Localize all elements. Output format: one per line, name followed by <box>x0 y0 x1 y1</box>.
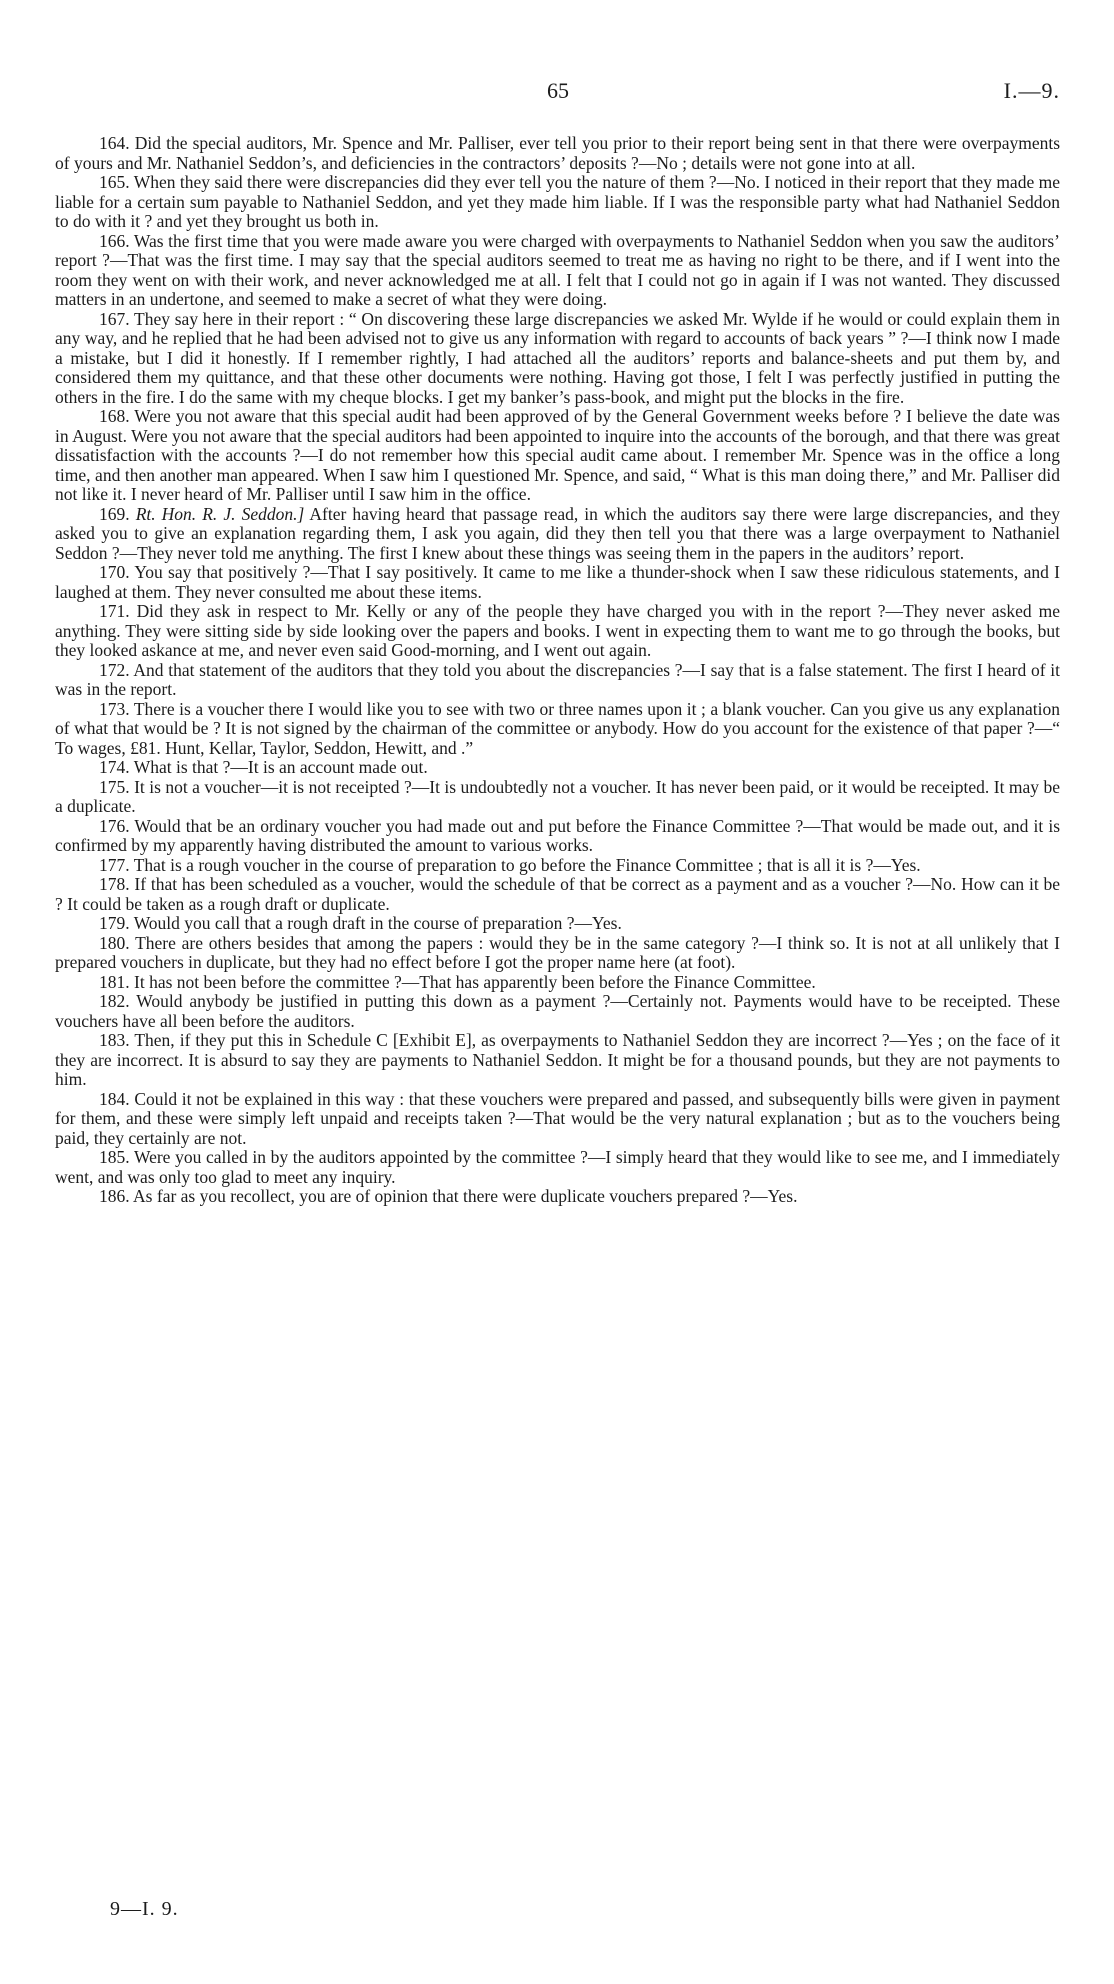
question-answer-text: Did they ask in respect to Mr. Kelly or any of the people they have charged you with in the report ?—They never asked me anything. They were sitting side by side looking over the papers and books. I went in expecting them to want me to go through the books, but they looked askance at me, and never even said Good-morning, and I went out again. <box>55 601 1060 660</box>
question-number: 180. <box>99 932 130 953</box>
question-paragraph <box>55 856 1060 876</box>
question-paragraph <box>55 973 1060 993</box>
question-number: 179. <box>99 913 130 933</box>
question-answer-text: It is not a voucher—it is not receipted ?—It is undoubtedly not a voucher. It has never been paid, or it would be receipted. It may be a duplicate. <box>55 776 1061 816</box>
question-answer-text: It has not been before the committee ?—That has apparently been before the Finance Committee. <box>134 971 816 992</box>
question-answer-text: What is that ?—It is an account made out. <box>133 757 428 777</box>
question-answer-text: Would that be an ordinary voucher you had made out and put before the Finance Committee ?—That would be made out, and it is confirmed by my apparently having distributed the amount to various works. <box>55 815 1060 855</box>
question-number: 183. <box>99 1030 130 1050</box>
question-paragraph <box>55 602 1060 661</box>
question-answer-text: Would anybody be justified in putting this down as a payment ?—Certainly not. Payments would have to be receipted. These vouchers have all been before the auditors. <box>55 991 1060 1031</box>
question-paragraph <box>55 173 1060 232</box>
question-answer-text: There are others besides that among the papers : would they be in the same category ?—I think so. It is not at all unlikely that I prepared vouchers in duplicate, but they had no effect before I got the proper name here (at foot). <box>55 932 1061 972</box>
question-number: 170. <box>99 562 130 582</box>
page-number: 65 <box>547 78 569 103</box>
question-paragraph <box>55 232 1060 310</box>
question-number: 164. <box>99 133 130 153</box>
question-paragraph <box>55 817 1060 856</box>
question-paragraph <box>55 992 1060 1031</box>
question-number: 167. <box>99 308 130 329</box>
question-answer-text: If that has been scheduled as a voucher, would the schedule of that be correct as a payment and as a voucher ?—No. How can it be ? It could be taken as a rough draft or duplicate. <box>55 874 1060 914</box>
question-number: 186. <box>99 1186 130 1206</box>
question-paragraph <box>55 778 1060 817</box>
question-number: 166. <box>99 230 130 251</box>
question-number: 182. <box>99 991 130 1011</box>
question-answer-text: They say here in their report : “ On discovering these large discrepancies we asked Mr. Wylde if he would or could explain them in any way, and he replied that he had been advised not to give us any information with regard to accounts of back years ” ?—I think now I made a mistake, but I did it honestly. If I remember rightly, I had attached all the auditors’ reports and balance-sheets and put them by, and considered them my quittance, and that these other documents were nothing. Having got those, I felt I was perfectly justified in putting the others in the fire. I do the same with my cheque blocks. I get my banker’s pass-book, and might put the blocks in the fire. <box>55 308 1060 407</box>
question-answer-text: Was the first time that you were made aware you were charged with overpayments to Nathaniel Seddon when you saw the auditors’ report ?—That was the first time. I may say that the special auditors seemed to treat me as having no right to be there, and if I went into the room they went on with their work, and never acknowledged me at all. I felt that I could not go in again if I was not wanted. They discussed matters in an undertone, and seemed to make a secret of what they were doing. <box>55 230 1061 309</box>
question-answer-text: You say that positively ?—That I say positively. It came to me like a thunder-shock when I saw these ridiculous statements, and I laughed at them. They never consulted me about these items. <box>55 562 1060 602</box>
question-paragraph <box>55 1031 1060 1090</box>
question-paragraph <box>55 875 1060 914</box>
signature-mark: 9—I. 9. <box>110 1898 179 1920</box>
speaker-name: Rt. Hon. R. J. Seddon.] <box>135 503 305 524</box>
question-number: 176. <box>99 815 130 836</box>
question-answer-text: After having heard that passage read, in which the auditors say there were large discrepancies, and they asked you to give an explanation regarding them, I ask you again, did they then tell you that there was a large overpayment to Nathaniel Seddon ?—They never told me anything. The first I knew about these things was seeing them in the papers in the auditors’ report. <box>55 503 1060 563</box>
question-paragraph <box>55 700 1060 759</box>
question-number: 185. <box>99 1147 130 1167</box>
series-number: I.—9. <box>1003 78 1060 103</box>
question-answer-text: Would you call that a rough draft in the course of preparation ?—Yes. <box>133 913 622 933</box>
question-number: 172. <box>99 659 130 680</box>
question-answer-text: When they said there were discrepancies did they ever tell you the nature of them ?—No. I noticed in their report that they made me liable for a certain sum payable to Nathaniel Seddon, and yet they made him liable. If I was the responsible party what had Nathaniel Seddon to do with it ? and yet they brought us both in. <box>55 172 1061 231</box>
question-paragraph <box>55 1148 1060 1187</box>
question-number: 171. <box>99 601 130 621</box>
question-answer-text: Were you called in by the auditors appointed by the committee ?—I simply heard that they would like to see me, and I immediately went, and was only too glad to meet any inquiry. <box>55 1147 1061 1187</box>
question-answer-text: And that statement of the auditors that they told you about the discrepancies ?—I say that is a false statement. The first I heard of it was in the report. <box>55 659 1060 699</box>
question-number: 181. <box>99 971 130 992</box>
question-number: 184. <box>99 1088 130 1109</box>
question-number: 177. <box>99 854 130 875</box>
question-paragraph <box>55 1090 1060 1149</box>
question-paragraph <box>55 310 1060 408</box>
question-number: 169. <box>99 503 130 524</box>
question-number: 174. <box>99 757 130 777</box>
question-paragraph <box>55 1187 1060 1207</box>
question-number: 168. <box>99 406 130 426</box>
question-number: 178. <box>99 874 130 894</box>
question-answer-text: Then, if they put this in Schedule C [Exhibit E], as overpayments to Nathaniel Seddon they are incorrect ?—Yes ; on the face of it they are incorrect. It is absurd to say they are payments to Nathaniel Seddon. It might be for a thousand pounds, but they are not payments to him. <box>55 1030 1060 1089</box>
question-number: 175. <box>99 776 130 797</box>
question-paragraph <box>55 134 1060 173</box>
question-number: 165. <box>99 172 130 192</box>
question-answer-text: Were you not aware that this special audit had been approved of by the General Government weeks before ? I believe the date was in August. Were you not aware that the special auditors had been appointed to inquire into the accounts of the borough, and that there was great dissatisfaction with the accounts ?—I do not remember how this special audit came about. I remember Mr. Spence was in the office a long time, and then another man appeared. When I saw him I questioned Mr. Spence, and said, “ What is this man doing there,” and Mr. Palliser did not like it. I never heard of Mr. Palliser until I saw him in the office. <box>55 406 1060 504</box>
question-answer-text: As far as you recollect, you are of opinion that there were duplicate vouchers prepared ?—Yes. <box>133 1186 798 1206</box>
page-header <box>55 78 1060 108</box>
question-answer-text: Could it not be explained in this way : that these vouchers were prepared and passed, and subsequently bills were given in payment for them, and these were simply left unpaid and receipts taken ?—That would be the very natural explanation ; but as to the vouchers being paid, they certainly are not. <box>55 1088 1061 1148</box>
question-answer-text: That is a rough voucher in the course of preparation to go before the Finance Committee ; that is all it is ?—Yes. <box>133 854 921 875</box>
question-answer-text: Did the special auditors, Mr. Spence and Mr. Palliser, ever tell you prior to their report being sent in that there were overpayments of yours and Mr. Nathaniel Seddon’s, and deficiencies in the contractors’ deposits ?—No ; details were not gone into at all. <box>55 133 1061 173</box>
question-paragraph <box>55 505 1060 564</box>
question-paragraph <box>55 758 1060 778</box>
question-paragraph <box>55 563 1060 602</box>
question-paragraph <box>55 934 1060 973</box>
question-answer-text: There is a voucher there I would like you to see with two or three names upon it ; a blank voucher. Can you give us any explanation of what that would be ? It is not signed by the chairman of the committee or anybody. How do you account for the existence of that paper ?—“ To wages, £81. Hunt, Kellar, Taylor, Seddon, Hewitt, and .” <box>55 698 1061 758</box>
question-paragraph <box>55 661 1060 700</box>
question-paragraph <box>55 407 1060 505</box>
question-number: 173. <box>99 698 130 719</box>
body-text <box>55 134 1060 1207</box>
question-paragraph <box>55 914 1060 934</box>
